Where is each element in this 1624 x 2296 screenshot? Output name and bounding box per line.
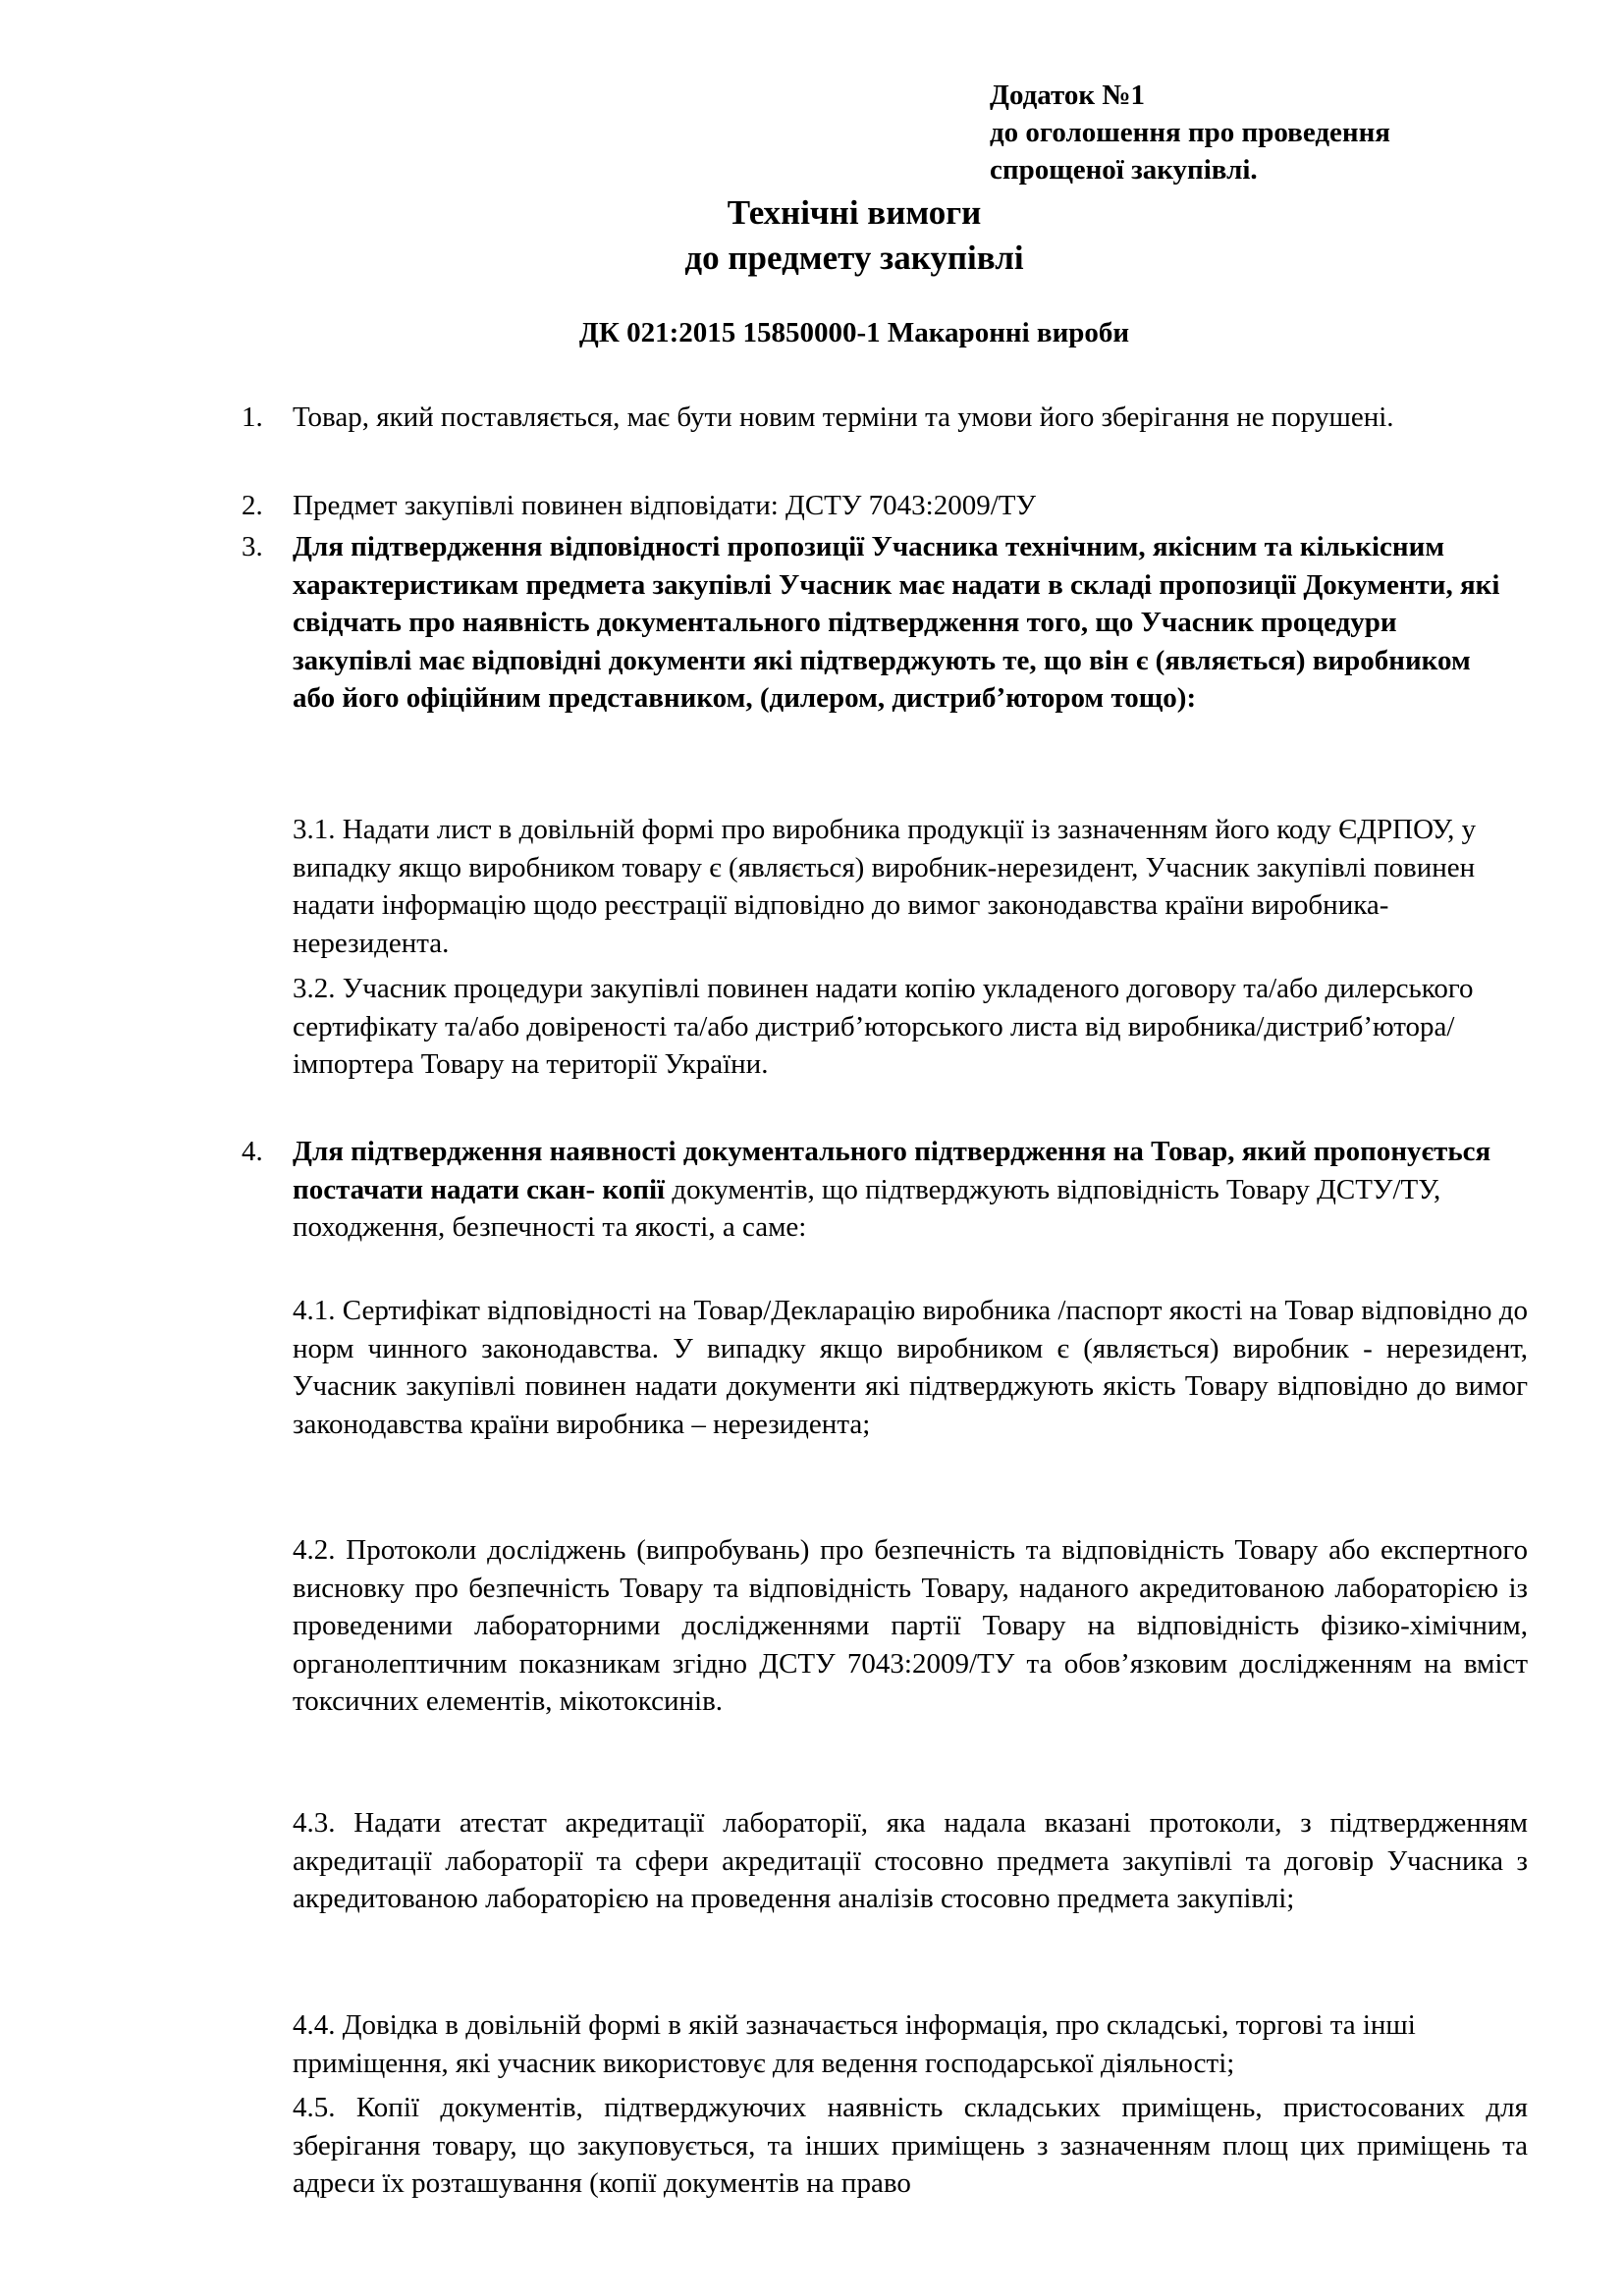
appendix-header: [990, 77, 1390, 188]
procurement-subject: ДК 021:2015 15850000-1 Макаронні вироби: [578, 317, 1130, 348]
item-4-2-text: 4.2. Протоколи досліджень (випробувань) про безпечність та відповідність Товару або експертного висновку про безпечність Товару та відповідність Товару, наданого акредитованою лабораторією із проведеними лабораторними дослідженнями партії Товару на відповідність фізико-хімічним, органолептичним показникам згідно ДСТУ 7043:2009/ТУ та обов’язковим дослідженням на вміст токсичних елементів, мікотоксинів.: [293, 1534, 1528, 1717]
appendix-line-2: до оголошення про проведення: [990, 117, 1390, 148]
item-4-3-text: 4.3. Надати атестат акредитації лабораторії, яка надала вказані протоколи, з підтвердженням акредитації лабораторії та сфери акредитації стосовно предмета закупівлі та договір Учасника з акредитованою лабораторією на проведення аналізів стосовно предмета закупівлі;: [293, 1807, 1528, 1914]
item-4-text-bold: Для підтвердження наявності документального підтвердження на Товар, який пропонується постачати надати скан- копії: [293, 1136, 1491, 1205]
document-title-line-2: до предмету закупівлі: [684, 239, 1024, 277]
item-3-1-text: 3.1. Надати лист в довільній формі про виробника продукції із зазначенням його коду ЄДРПОУ, у випадку якщо виробником товару є (являється) виробник-нерезидент, Учасник закупівлі повинен надати інформацію щодо реєстрації відповідно до вимог законодавства країни виробника-нерезидента.: [293, 814, 1477, 959]
item-4-5-text: 4.5. Копії документів, підтверджуючих наявність складських приміщень, пристосованих для зберігання товару, що закуповується, та інших приміщень з зазначенням площ цих приміщень та адреси їх розташування (копії документів на право: [293, 2092, 1528, 2199]
item-2-text: Предмет закупівлі повинен відповідати: ДСТУ 7043:2009/ТУ: [293, 490, 1037, 521]
item-3-number: 3.: [242, 531, 263, 562]
item-4-1-text: 4.1. Сертифікат відповідності на Товар/Декларацію виробника /паспорт якості на Товар відповідно до норм чинного законодавства. У випадку якщо виробником є (являється) виробник - нерезидент, Учасник закупівлі повинен надати документи які підтверджують якість Товару відповідно до вимог законодавства країни виробника – нерезидента;: [293, 1295, 1528, 1440]
appendix-line-3: спрощеної закупівлі.: [990, 154, 1258, 186]
item-2-number: 2.: [242, 490, 263, 521]
document-title-line-1: Технічні вимоги: [727, 193, 982, 232]
item-4-number: 4.: [242, 1136, 263, 1167]
item-3-2-text: 3.2. Учасник процедури закупівлі повинен надати копію укладеного договору та/або дилерського сертифікату та/або довіреності та/або дистриб’юторського листа від виробника/дистриб’ютора/імпортера Товару на території України.: [293, 973, 1474, 1080]
item-4-text: [293, 1133, 1510, 1247]
item-4-text-rest: документів, що підтверджують відповідність Товару ДСТУ/ТУ, походження, безпечності та якості, а саме:: [293, 1173, 1441, 1243]
item-4-4-text: 4.4. Довідка в довільній формі в якій зазначається інформація, про складські, торгові та інші приміщення, які учасник використовує для ведення господарської діяльності;: [293, 2009, 1416, 2079]
item-1-text: Товар, який поставляється, має бути новим терміни та умови його зберігання не порушені.: [293, 401, 1394, 433]
item-1-number: 1.: [242, 401, 263, 433]
item-3-text: Для підтвердження відповідності пропозиції Учасника технічним, якісним та кількісним характеристикам предмета закупівлі Учасник має надати в складі пропозиції Документи, які свідчать про наявність документального підтвердження того, що Учасник процедури закупівлі має відповідні документи які підтверджують те, що він є (являється) виробником або його офіційним представником, (дилером, дистриб’ютором тощо):: [293, 531, 1500, 714]
appendix-line-1: Додаток №1: [990, 80, 1145, 111]
